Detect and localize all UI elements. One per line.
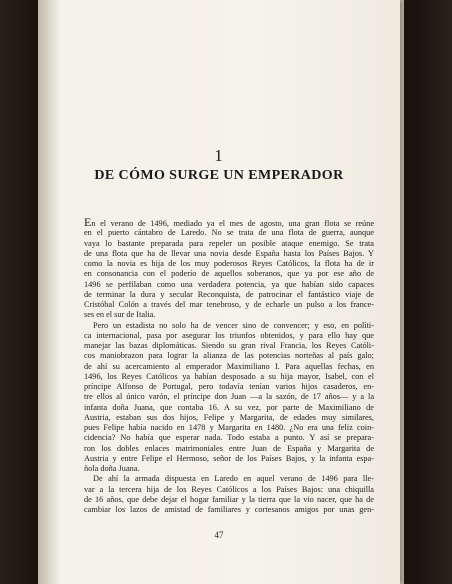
text-line: ñola doña Juana. (84, 464, 140, 473)
text-line: var a la tercera hija de los Reyes Católicos a los Países Bajos: una chiquilla (84, 484, 374, 494)
text-line: ses en el sur de Italia. (84, 310, 156, 320)
text-line: príncipe Alfonso de Portugal, pero todavía tenían varios hijos casaderos, en- (84, 382, 374, 391)
text-line: ca internacional, pasa por asegurar los triunfos obtenidos, y para ello hay que (84, 330, 374, 340)
chapter-body-text (84, 218, 374, 515)
text-line: Austria y entre Felipe el Hermoso, señor de los Países Bajos, y la infanta espa- (84, 453, 374, 463)
text-line: de 16 años, que debe dejar el hogar familiar y la tierra que la vio nacer, que ha de (84, 494, 374, 504)
text-line: ron los dobles enlaces matrimoniales entre Juan de España y Margarita de (84, 443, 374, 453)
text-line: Pero un estadista no solo ha de vencer sino de convencer; y eso, en políti- (93, 320, 374, 330)
chapter-title: DE CÓMO SURGE UN EMPERADOR (94, 168, 344, 183)
text-line: 1496, los Reyes Católicos ya habían desposado a su hija mayor, Isabel, con el (84, 371, 374, 381)
text-line: en consonancia con el poderío de aquellos soberanos, que ya por ese año de (84, 269, 374, 279)
text-line: En el verano de 1496, mediado ya el mes de agosto, una gran flota se reúne (84, 218, 374, 228)
text-line: en el puerto cántabro de Laredo. No se trata de una flota de guerra, aunque (84, 228, 374, 238)
text-line: cidencia? No había que esperar nada. Todo estaba a punto. Y así se prepara- (84, 433, 374, 443)
text-line: de terminar la dura y secular Reconquista, de patrocinar el fantástico viaje de (84, 289, 374, 299)
text-line: De ahí la armada dispuesta en Laredo en aquel verano de 1496 para lle- (93, 474, 374, 484)
text-line: Austria, estaban sus dos hijos, Felipe y Margarita, de edades muy similares, (84, 412, 374, 422)
text-line: 1496 se perfilaban como una verdadera potencia, ya que habían sido capaces (84, 279, 374, 289)
chapter-number: 1 (214, 146, 224, 165)
text-line: tre ellos al único varón, el príncipe don Juan —a la sazón, de 17 años— y a la (84, 392, 374, 402)
text-line: vaya lo bastante preparada para repeler un posible ataque enemigo. Se trata (84, 238, 374, 248)
text-line: de una flota que ha de llevar una novia desde España hasta los Países Bajos. Y (84, 248, 374, 258)
book-page (38, 0, 400, 584)
text-line: como la novia es hija de los muy poderosos Reyes Católicos, la flota ha de ir (84, 259, 374, 268)
text-line: cos maniobrazon para lograr la alianza de las potencias norteñas al país galo; (84, 351, 374, 361)
text-line: de ahí su acercamiento al emperador Maximiliano I. Para aquellas fechas, en (84, 361, 374, 371)
text-line: infanta doña Juana, que contaba 16. A su vez, por parte de Maximiliano de (84, 402, 374, 412)
text-line: manejar las bazas diplomáticas. Siendo su gran rival Francia, los Reyes Católi- (84, 341, 374, 350)
text-line: pues Felipe había nacido en 1478 y Margarita en 1480. ¿No era una feliz coin- (84, 423, 374, 432)
drop-cap: E (84, 218, 92, 229)
text-line: Cristóbal Colón a través del mar tenebroso, y de echarle un pulso a los france- (84, 300, 374, 309)
page-gutter-shadow (38, 0, 60, 584)
text-line: cambiar los lazos de amistad de familiares y cortesanos amigos por unas gen- (84, 505, 374, 514)
page-number: 47 (214, 530, 224, 540)
